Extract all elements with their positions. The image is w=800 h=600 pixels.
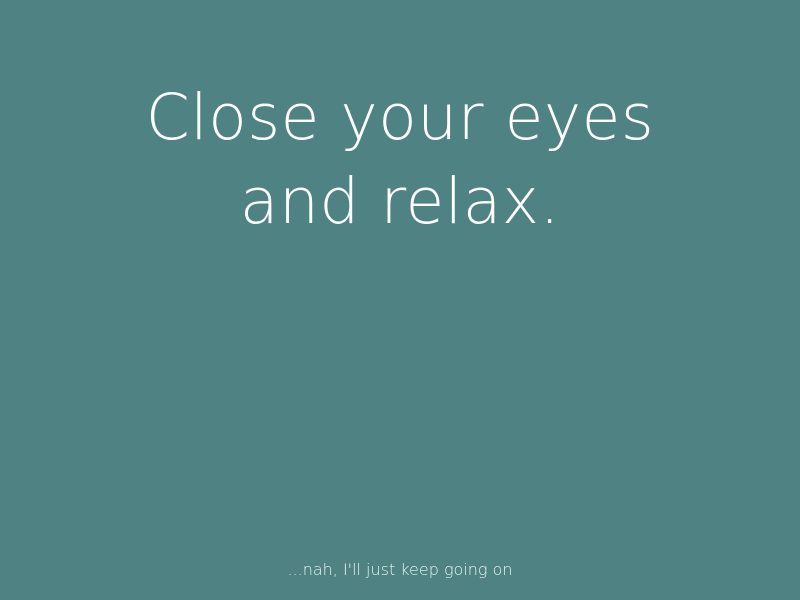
headline-line-1: Close your eyes bbox=[145, 81, 655, 154]
keep-going-link[interactable]: ...nah, I'll just keep going on bbox=[287, 560, 513, 579]
headline-line-2: and relax. bbox=[239, 165, 561, 238]
relax-headline bbox=[0, 76, 800, 244]
